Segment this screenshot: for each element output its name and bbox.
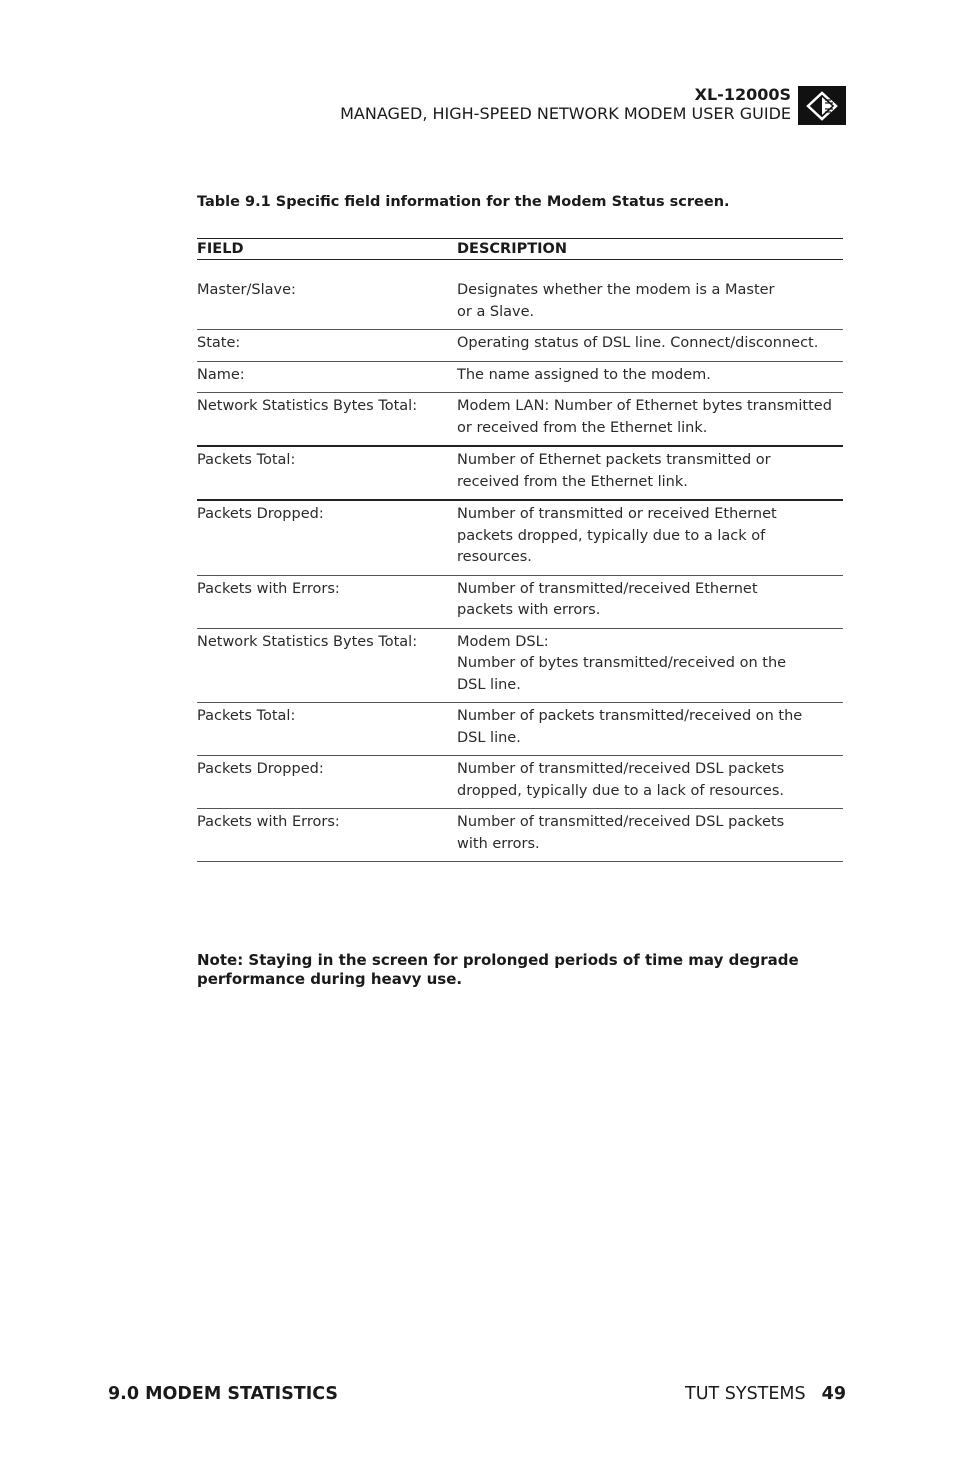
footer-company: TUT SYSTEMS [685, 1384, 806, 1404]
description-cell: Modem LAN: Number of Ethernet bytes transmitted or received from the Ethernet link. [457, 398, 832, 436]
description-cell: Number of Ethernet packets transmitted or received from the Ethernet link. [457, 452, 771, 490]
table-caption: Table 9.1 Specific field information for the Modem Status screen. [197, 194, 730, 210]
note-text: Note: Staying in the screen for prolonged periods of time may degrade performance during heavy use. [197, 951, 799, 988]
field-info-table [197, 238, 843, 862]
guide-title: MANAGED, HIGH-SPEED NETWORK MODEM USER GUIDE [340, 104, 791, 123]
tut-systems-logo-icon [798, 86, 846, 125]
table-row [197, 447, 843, 501]
field-cell: Network Statistics Bytes Total: [197, 633, 418, 650]
description-cell: Operating status of DSL line. Connect/disconnect. [457, 335, 819, 351]
table-row [197, 260, 843, 330]
field-cell: Master/Slave: [197, 282, 296, 298]
field-cell: Packets Dropped: [197, 761, 324, 777]
description-cell: Number of transmitted or received Ethernet packets dropped, typically due to a lack of resources. [457, 506, 777, 565]
table-row [197, 330, 843, 362]
table-row [197, 576, 843, 629]
description-cell: Modem DSL: Number of bytes transmitted/received on the DSL line. [457, 633, 787, 693]
description-cell: Number of transmitted/received Ethernet packets with errors. [457, 580, 758, 618]
description-cell: Designates whether the modem is a Master or a Slave. [457, 282, 775, 320]
footer-right [685, 1384, 846, 1404]
table-row [197, 809, 843, 862]
table-row [197, 629, 843, 704]
table-header [197, 238, 843, 260]
field-cell: State: [197, 335, 241, 351]
field-cell: Packets Total: [197, 708, 296, 724]
description-cell: Number of packets transmitted/received on the DSL line. [457, 708, 803, 746]
product-model: XL-12000S [694, 85, 791, 104]
table-body [197, 260, 843, 862]
field-cell: Packets Total: [197, 452, 296, 468]
field-cell: Packets with Errors: [197, 580, 340, 597]
page-header [340, 86, 791, 124]
page-number: 49 [821, 1384, 846, 1404]
field-cell: Network Statistics Bytes Total: [197, 398, 418, 414]
table-row [197, 703, 843, 756]
footer-section-title: 9.0 MODEM STATISTICS [108, 1384, 339, 1404]
table-row [197, 362, 843, 394]
field-cell: Packets with Errors: [197, 814, 340, 830]
column-header-field: FIELD [197, 241, 244, 257]
description-cell: The name assigned to the modem. [457, 366, 711, 383]
field-cell: Name: [197, 366, 245, 383]
table-row [197, 756, 843, 809]
table-row [197, 501, 843, 576]
column-header-description: DESCRIPTION [457, 241, 567, 257]
description-cell: Number of transmitted/received DSL packets dropped, typically due to a lack of resources. [457, 761, 785, 799]
table-row [197, 393, 843, 447]
field-cell: Packets Dropped: [197, 506, 324, 522]
description-cell: Number of transmitted/received DSL packets with errors. [457, 814, 785, 852]
